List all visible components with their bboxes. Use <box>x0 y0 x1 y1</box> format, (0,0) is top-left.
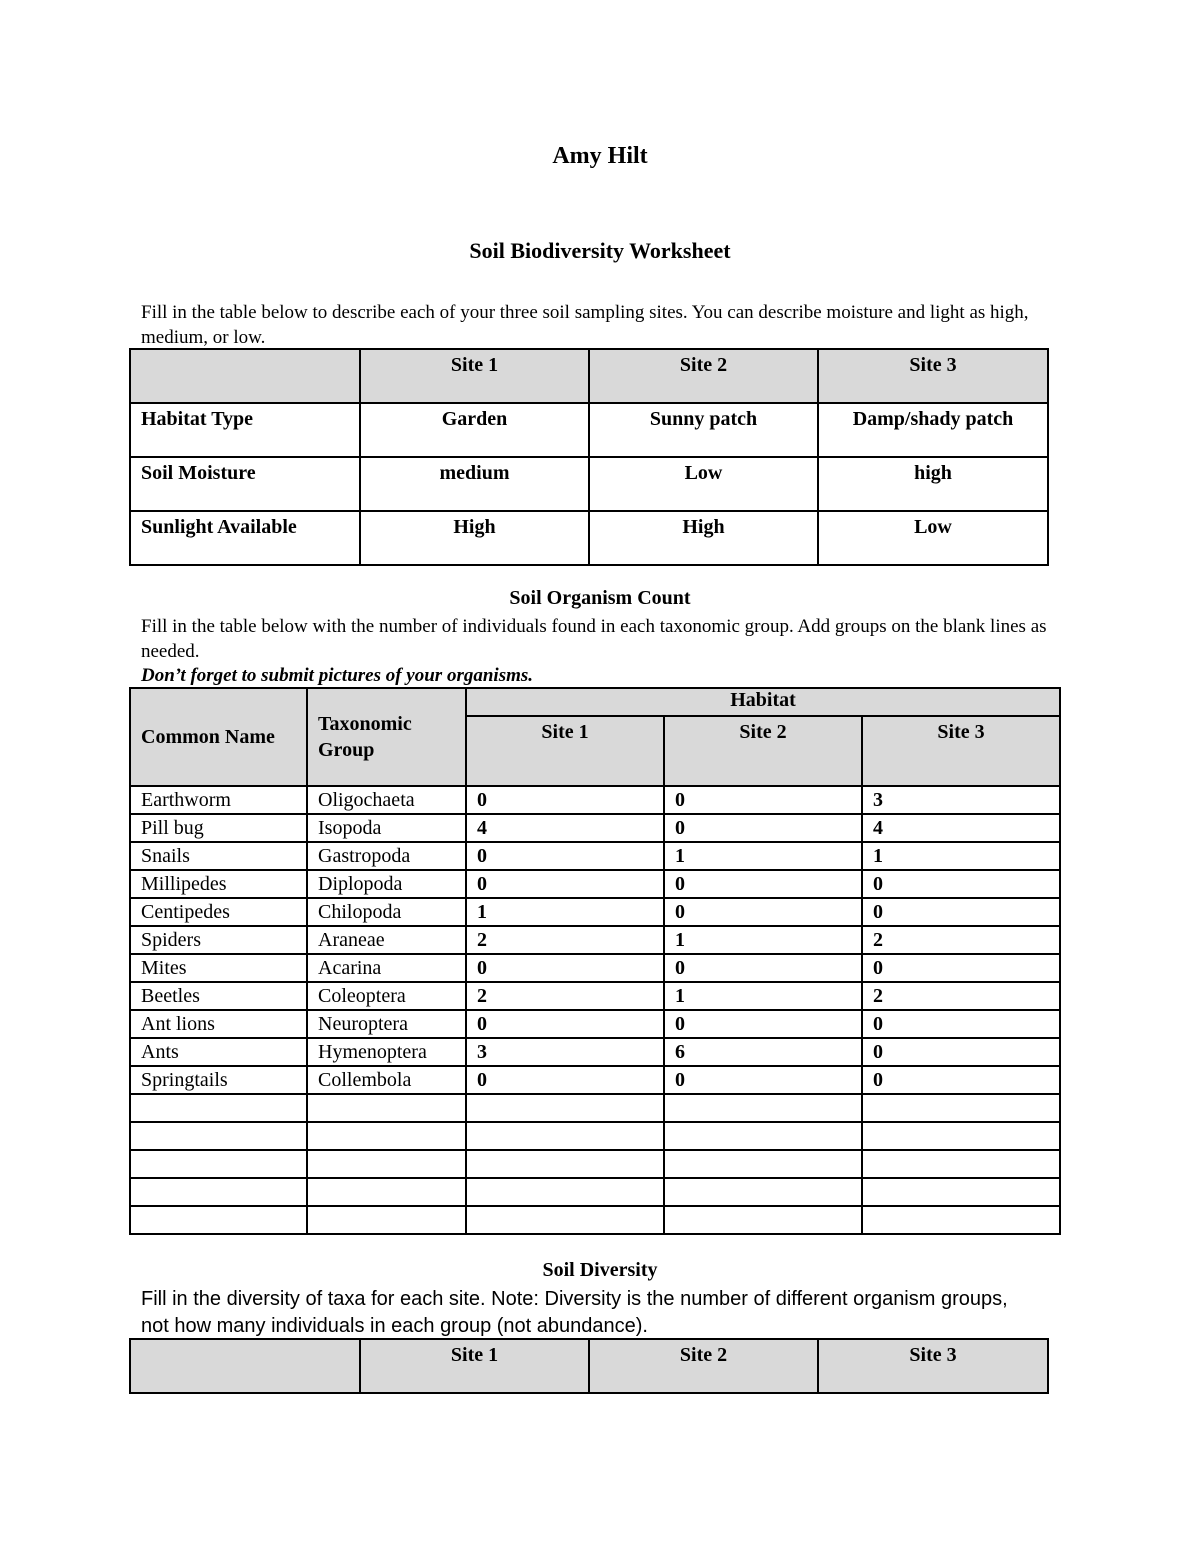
blank-cell[interactable] <box>664 1178 862 1206</box>
soil-diversity-table <box>129 1338 1049 1394</box>
blank-cell[interactable] <box>466 1122 664 1150</box>
common-name-cell[interactable]: Centipedes <box>130 898 307 926</box>
common-name-cell[interactable]: Spiders <box>130 926 307 954</box>
site-3-count[interactable]: 4 <box>862 814 1060 842</box>
blank-cell[interactable] <box>130 1206 307 1234</box>
site-instructions: Fill in the table below to describe each of your three soil sampling sites. You can describe moisture and light as high, medium, or low. <box>141 302 1029 348</box>
author-name: Amy Hilt <box>552 143 648 169</box>
site-1-value[interactable]: High <box>360 511 589 565</box>
site-3-count[interactable]: 0 <box>862 1038 1060 1066</box>
blank-cell[interactable] <box>307 1094 466 1122</box>
site-1-value[interactable]: Garden <box>360 403 589 457</box>
site-3-count[interactable]: 2 <box>862 926 1060 954</box>
site-2-count[interactable]: 1 <box>664 982 862 1010</box>
site-2-count[interactable]: 1 <box>664 842 862 870</box>
site-3-count[interactable]: 0 <box>862 870 1060 898</box>
table-row <box>130 814 1060 842</box>
common-name-cell[interactable]: Springtails <box>130 1066 307 1094</box>
site-3-count[interactable]: 0 <box>862 1010 1060 1038</box>
header-cell-site-3: Site 3 <box>818 349 1048 403</box>
table-row <box>130 870 1060 898</box>
taxonomic-group-cell[interactable]: Neuroptera <box>307 1010 466 1038</box>
header-cell-site-3: Site 3 <box>818 1339 1048 1393</box>
header-cell-blank <box>130 1339 360 1393</box>
header-site-2: Site 2 <box>664 716 862 786</box>
taxonomic-group-cell[interactable]: Gastropoda <box>307 842 466 870</box>
common-name-cell[interactable]: Millipedes <box>130 870 307 898</box>
soil-diversity-heading: Soil Diversity <box>542 1259 658 1281</box>
blank-cell[interactable] <box>466 1094 664 1122</box>
header-cell-blank <box>130 349 360 403</box>
site-2-count[interactable]: 1 <box>664 926 862 954</box>
common-name-header: Common Name <box>130 688 307 786</box>
site-2-count[interactable]: 0 <box>664 1010 862 1038</box>
blank-row <box>130 1094 1060 1122</box>
common-name-cell[interactable]: Beetles <box>130 982 307 1010</box>
site-2-value[interactable]: Sunny patch <box>589 403 818 457</box>
site-1-count[interactable]: 3 <box>466 1038 664 1066</box>
blank-cell[interactable] <box>664 1122 862 1150</box>
site-3-value[interactable]: high <box>818 457 1048 511</box>
site-2-count[interactable]: 0 <box>664 814 862 842</box>
header-cell-site-2: Site 2 <box>589 1339 818 1393</box>
site-2-count[interactable]: 0 <box>664 786 862 814</box>
header-cell-site-1: Site 1 <box>360 349 589 403</box>
blank-cell[interactable] <box>130 1150 307 1178</box>
taxonomic-group-cell[interactable]: Collembola <box>307 1066 466 1094</box>
site-description-table <box>129 348 1049 566</box>
common-name-cell[interactable]: Ant lions <box>130 1010 307 1038</box>
site-2-count[interactable]: 0 <box>664 870 862 898</box>
table-row <box>130 842 1060 870</box>
blank-cell[interactable] <box>307 1178 466 1206</box>
common-name-cell[interactable]: Mites <box>130 954 307 982</box>
site-1-count[interactable]: 0 <box>466 870 664 898</box>
habitat-header-row <box>130 688 1060 716</box>
taxonomic-group-cell[interactable]: Chilopoda <box>307 898 466 926</box>
site-2-count[interactable]: 0 <box>664 1066 862 1094</box>
taxonomic-group-cell[interactable]: Acarina <box>307 954 466 982</box>
pictures-reminder: Don’t forget to submit pictures of your organisms. <box>141 665 534 686</box>
site-2-value[interactable]: Low <box>589 457 818 511</box>
blank-cell[interactable] <box>862 1206 1060 1234</box>
site-3-value[interactable]: Low <box>818 511 1048 565</box>
habitat-header: Habitat <box>466 688 1060 716</box>
header-site-3: Site 3 <box>862 716 1060 786</box>
header-cell-site-1: Site 1 <box>360 1339 589 1393</box>
table-row <box>130 1066 1060 1094</box>
common-name-cell[interactable]: Ants <box>130 1038 307 1066</box>
row-label: Sunlight Available <box>130 511 360 565</box>
organism-count-instructions: Fill in the table below with the number of individuals found in each taxonomic group. Add groups on the blank lines as needed. <box>141 616 1047 662</box>
site-3-count[interactable]: 0 <box>862 954 1060 982</box>
blank-row <box>130 1150 1060 1178</box>
table-row <box>130 954 1060 982</box>
site-1-count[interactable]: 0 <box>466 786 664 814</box>
blank-cell[interactable] <box>466 1178 664 1206</box>
header-site-1: Site 1 <box>466 716 664 786</box>
blank-cell[interactable] <box>130 1178 307 1206</box>
blank-row <box>130 1122 1060 1150</box>
soil-diversity-instructions: Fill in the diversity of taxa for each site. Note: Diversity is the number of different organism groups, not how many individuals in each group (not abundance). <box>141 1288 1008 1337</box>
organism-count-heading: Soil Organism Count <box>509 587 691 609</box>
diversity-header-row <box>130 1339 1048 1393</box>
site-1-count[interactable]: 0 <box>466 1010 664 1038</box>
taxonomic-group-cell[interactable]: Coleoptera <box>307 982 466 1010</box>
blank-cell[interactable] <box>307 1206 466 1234</box>
blank-row <box>130 1206 1060 1234</box>
site-1-count[interactable]: 2 <box>466 982 664 1010</box>
taxonomic-group-cell[interactable]: Isopoda <box>307 814 466 842</box>
blank-cell[interactable] <box>130 1122 307 1150</box>
row-label: Habitat Type <box>130 403 360 457</box>
taxonomic-group-cell[interactable]: Diplopoda <box>307 870 466 898</box>
site-3-count[interactable]: 3 <box>862 786 1060 814</box>
blank-cell[interactable] <box>307 1150 466 1178</box>
site-1-count[interactable]: 0 <box>466 954 664 982</box>
blank-row <box>130 1178 1060 1206</box>
common-name-cell[interactable]: Earthworm <box>130 786 307 814</box>
taxonomic-group-cell[interactable]: Hymenoptera <box>307 1038 466 1066</box>
site-1-count[interactable]: 1 <box>466 898 664 926</box>
common-name-cell[interactable]: Snails <box>130 842 307 870</box>
row-label: Soil Moisture <box>130 457 360 511</box>
blank-cell[interactable] <box>466 1206 664 1234</box>
table-row <box>130 898 1060 926</box>
taxonomic-group-header: Taxonomic Group <box>307 688 466 786</box>
table-row <box>130 926 1060 954</box>
blank-cell[interactable] <box>862 1122 1060 1150</box>
site-3-count[interactable]: 1 <box>862 842 1060 870</box>
sunlight-row <box>130 511 1048 565</box>
blank-cell[interactable] <box>862 1094 1060 1122</box>
organism-count-table <box>129 687 1061 1235</box>
common-name-cell[interactable]: Pill bug <box>130 814 307 842</box>
site-1-count[interactable]: 0 <box>466 842 664 870</box>
habitat-type-row <box>130 403 1048 457</box>
site-3-count[interactable]: 0 <box>862 1066 1060 1094</box>
blank-cell[interactable] <box>466 1150 664 1178</box>
worksheet-title: Soil Biodiversity Worksheet <box>469 238 731 263</box>
site-1-count[interactable]: 0 <box>466 1066 664 1094</box>
table-row <box>130 1010 1060 1038</box>
site-3-value[interactable]: Damp/shady patch <box>818 403 1048 457</box>
site-1-count[interactable]: 2 <box>466 926 664 954</box>
table-row <box>130 786 1060 814</box>
site-1-count[interactable]: 4 <box>466 814 664 842</box>
blank-cell[interactable] <box>664 1206 862 1234</box>
taxonomic-group-cell[interactable]: Oligochaeta <box>307 786 466 814</box>
site-3-count[interactable]: 0 <box>862 898 1060 926</box>
blank-cell[interactable] <box>307 1122 466 1150</box>
site-1-value[interactable]: medium <box>360 457 589 511</box>
blank-cell[interactable] <box>130 1094 307 1122</box>
site-2-count[interactable]: 0 <box>664 954 862 982</box>
soil-moisture-row <box>130 457 1048 511</box>
blank-cell[interactable] <box>664 1150 862 1178</box>
header-cell-site-2: Site 2 <box>589 349 818 403</box>
site-2-value[interactable]: High <box>589 511 818 565</box>
site-header-row <box>130 349 1048 403</box>
blank-cell[interactable] <box>862 1150 1060 1178</box>
site-3-count[interactable]: 2 <box>862 982 1060 1010</box>
blank-cell[interactable] <box>862 1178 1060 1206</box>
table-row <box>130 982 1060 1010</box>
taxonomic-group-cell[interactable]: Araneae <box>307 926 466 954</box>
blank-cell[interactable] <box>664 1094 862 1122</box>
site-2-count[interactable]: 6 <box>664 1038 862 1066</box>
table-row <box>130 1038 1060 1066</box>
site-2-count[interactable]: 0 <box>664 898 862 926</box>
